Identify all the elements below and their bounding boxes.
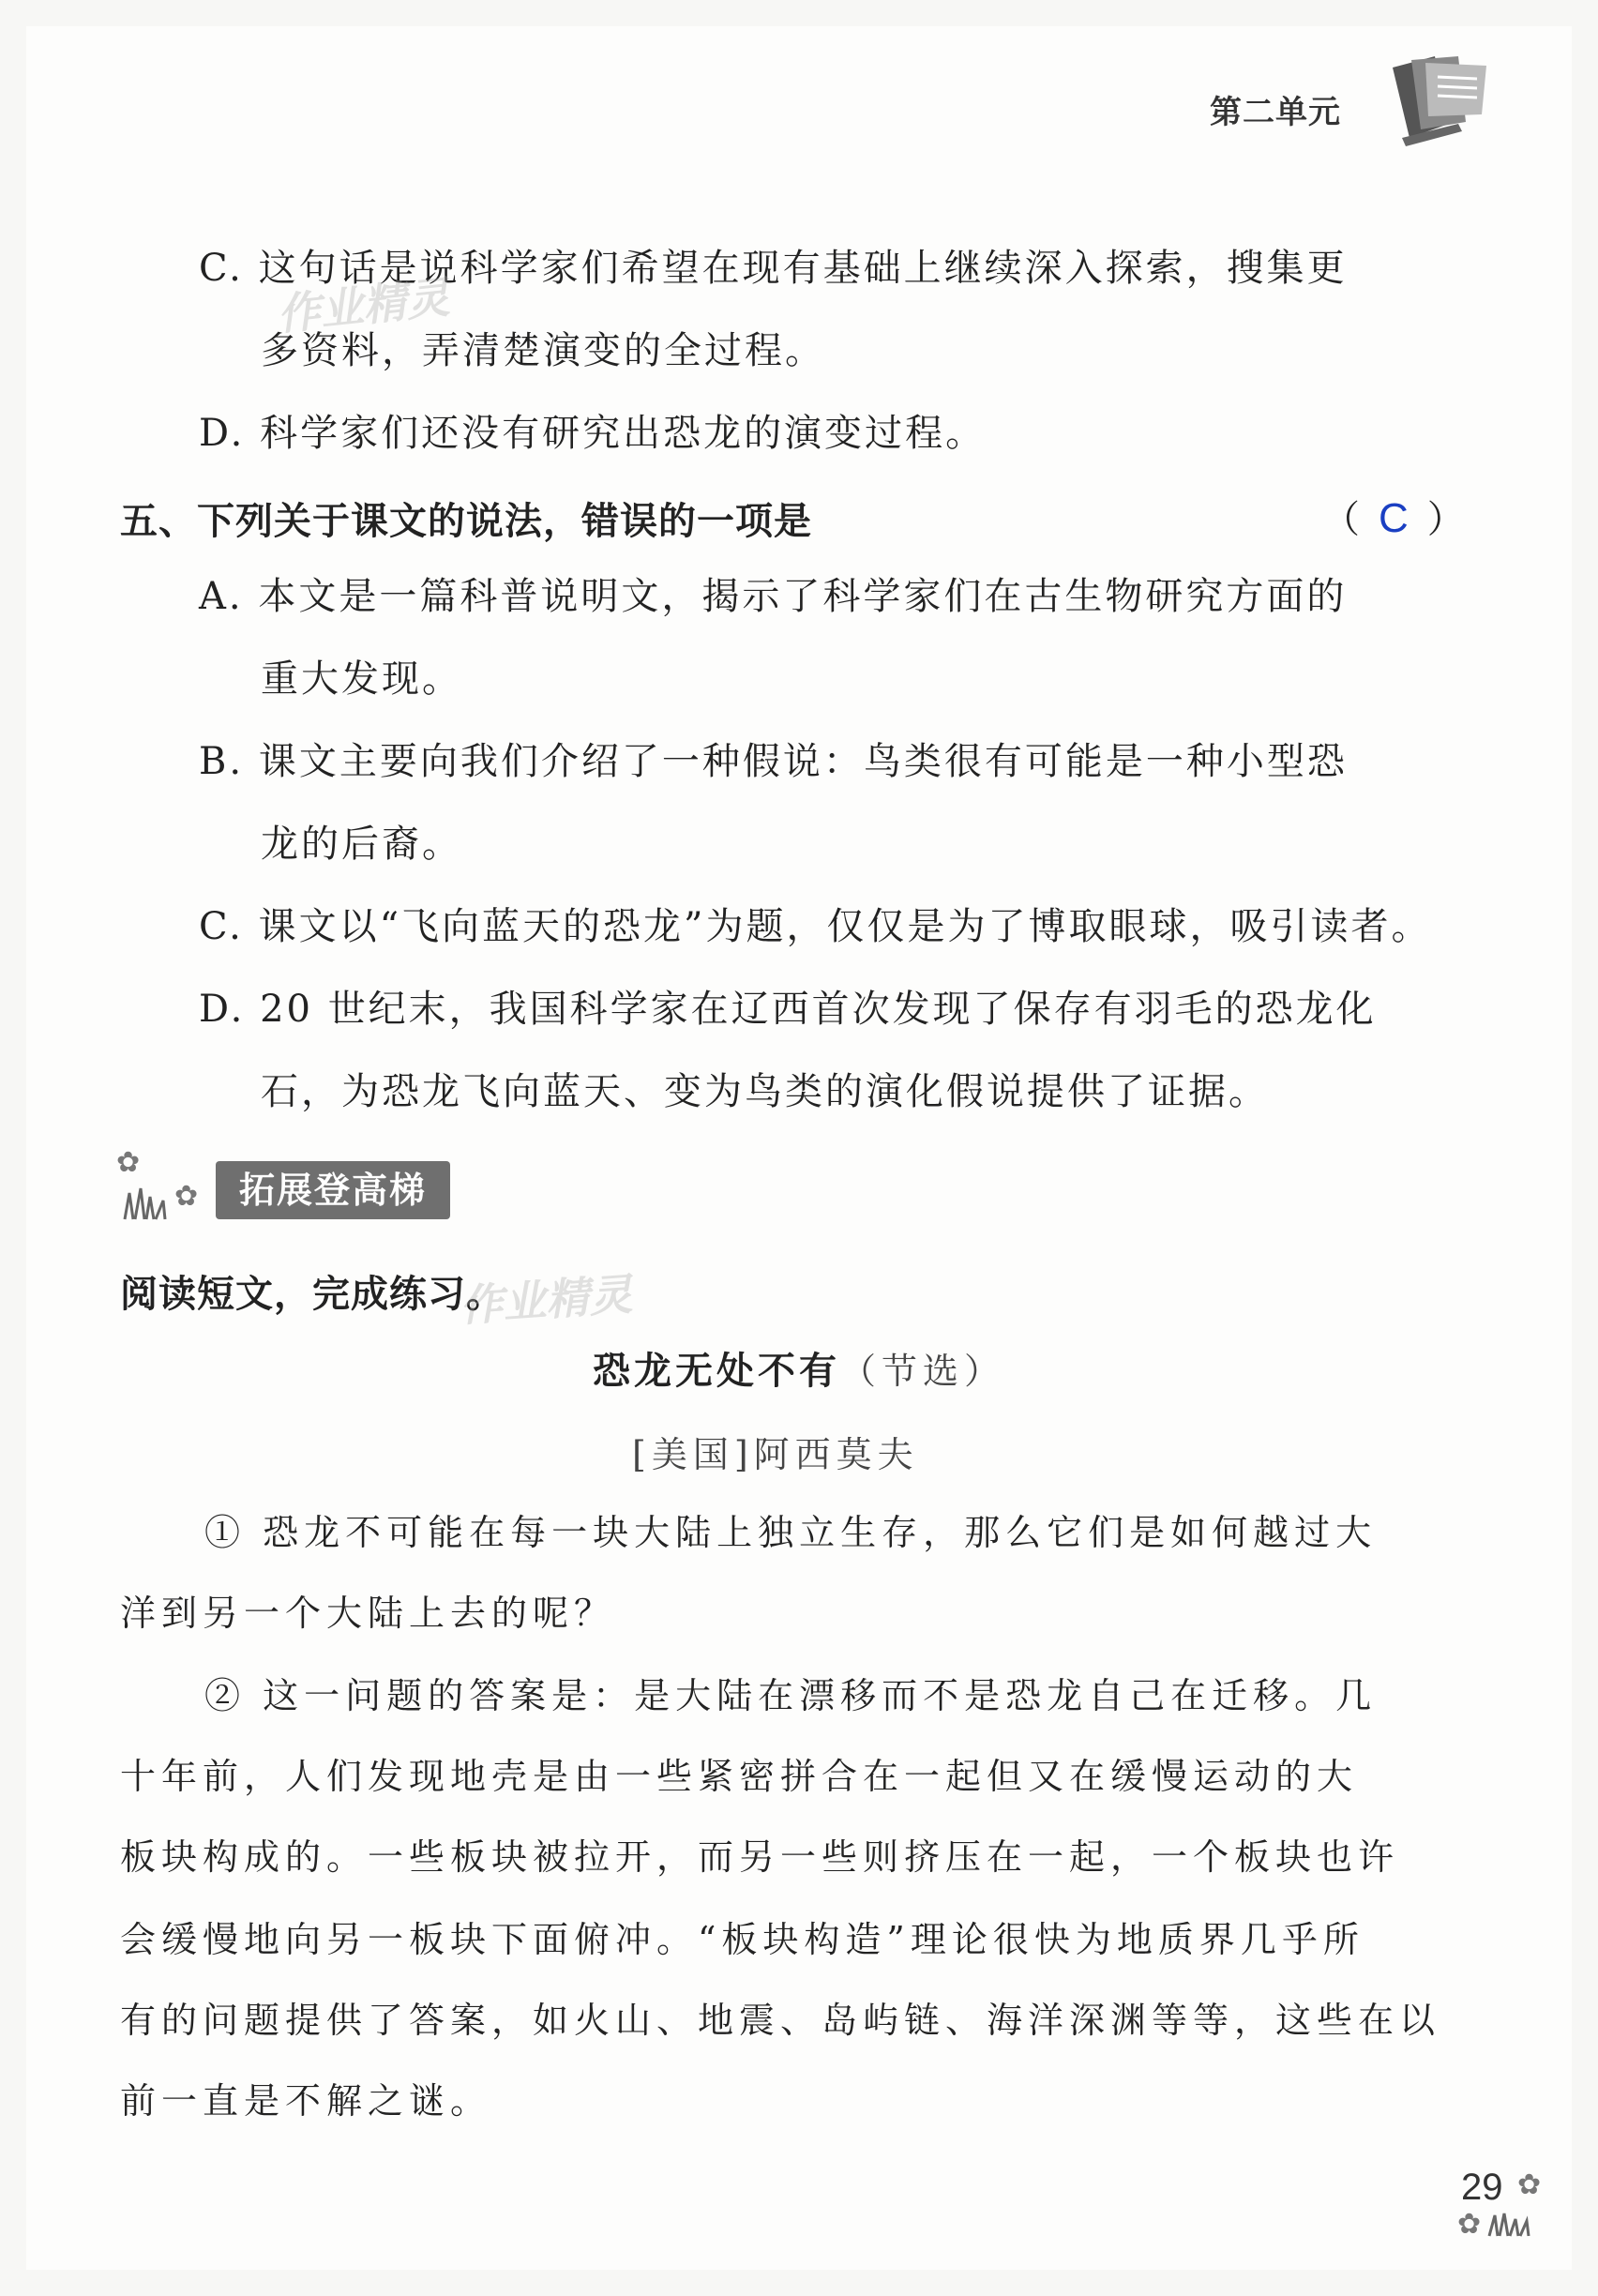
answer-letter: C (1379, 495, 1409, 541)
paragraph-2-line1: ② 这一问题的答案是：是大陆在漂移而不是恐龙自己在迁移。几 (204, 1675, 1378, 1716)
paragraph-1-line1: ① 恐龙不可能在每一块大陆上独立生存，那么它们是如何越过大 (204, 1512, 1378, 1553)
paragraph-2-line3: 板块构成的。一些板块被拉开，而另一些则挤压在一起，一个板块也许 (120, 1836, 1400, 1878)
answer-parentheses (1322, 490, 1465, 543)
q5-option-b-line1: B. 课文主要向我们介绍了一种假说：鸟类很有可能是一种小型恐 (199, 740, 1348, 783)
watermark: 作业精灵 (274, 271, 452, 340)
paragraph-2-line2: 十年前，人们发现地壳是由一些紧密拼合在一起但又在缓慢运动的大 (120, 1756, 1359, 1797)
q5-option-d-line2: 石，为恐龙飞向蓝天、变为鸟类的演化假说提供了证据。 (261, 1070, 1269, 1113)
option-c-line2: 多资料，弄清楚演变的全过程。 (261, 329, 825, 372)
book-pages-icon (1383, 49, 1496, 152)
watermark: 作业精灵 (458, 1268, 634, 1332)
option-c-line1: C. 这句话是说科学家们希望在现有基础上继续深入探索，搜集更 (199, 247, 1348, 290)
passage-title-note: （节选） (840, 1351, 1006, 1392)
paragraph-1-line2: 洋到另一个大陆上去的呢？ (120, 1593, 616, 1634)
section-badge: 拓展登高梯 (216, 1161, 450, 1219)
option-d-line1: D. 科学家们还没有研究出恐龙的演变过程。 (199, 412, 987, 455)
passage-title: 恐龙无处不有 (593, 1350, 840, 1393)
flower-icon: ✿ (116, 1146, 141, 1179)
grass-icon (120, 1184, 214, 1221)
flower-icon: ✿ (174, 1180, 199, 1213)
paragraph-2-line5: 有的问题提供了答案，如火山、地震、岛屿链、海洋深渊等等，这些在以 (120, 2000, 1441, 2041)
q5-option-b-line2: 龙的后裔。 (261, 823, 462, 866)
flower-icon: ✿ (1457, 2208, 1482, 2241)
paragraph-2-line4: 会缓慢地向另一板块下面俯冲。“板块构造”理论很快为地质界几乎所 (120, 1919, 1364, 1960)
passage-title-block (593, 1341, 1005, 1395)
q5-option-d-line1: D. 20 世纪末，我国科学家在辽西首次发现了保存有羽毛的恐龙化 (199, 988, 1377, 1031)
paren-close: ） (1426, 498, 1465, 541)
paren-open: （ (1322, 498, 1360, 541)
passage-author: [美国]阿西莫夫 (632, 1434, 919, 1475)
q5-option-a-line1: A. 本文是一篇科普说明文，揭示了科学家们在古生物研究方面的 (199, 575, 1348, 618)
unit-title: 第二单元 (1210, 94, 1341, 131)
q5-option-c-line1: C. 课文以“飞向蓝天的恐龙”为题，仅仅是为了博取眼球，吸引读者。 (199, 905, 1432, 948)
page-number: 29 (1461, 2167, 1503, 2208)
q5-option-a-line2: 重大发现。 (261, 657, 462, 701)
flower-icon: ✿ (1517, 2168, 1542, 2201)
grass-icon (1485, 2210, 1551, 2238)
question-5-heading: 五、下列关于课文的说法，错误的一项是 (120, 500, 812, 543)
reading-instruction: 阅读短文，完成练习。 (120, 1273, 505, 1316)
paragraph-2-line6: 前一直是不解之谜。 (120, 2080, 492, 2122)
